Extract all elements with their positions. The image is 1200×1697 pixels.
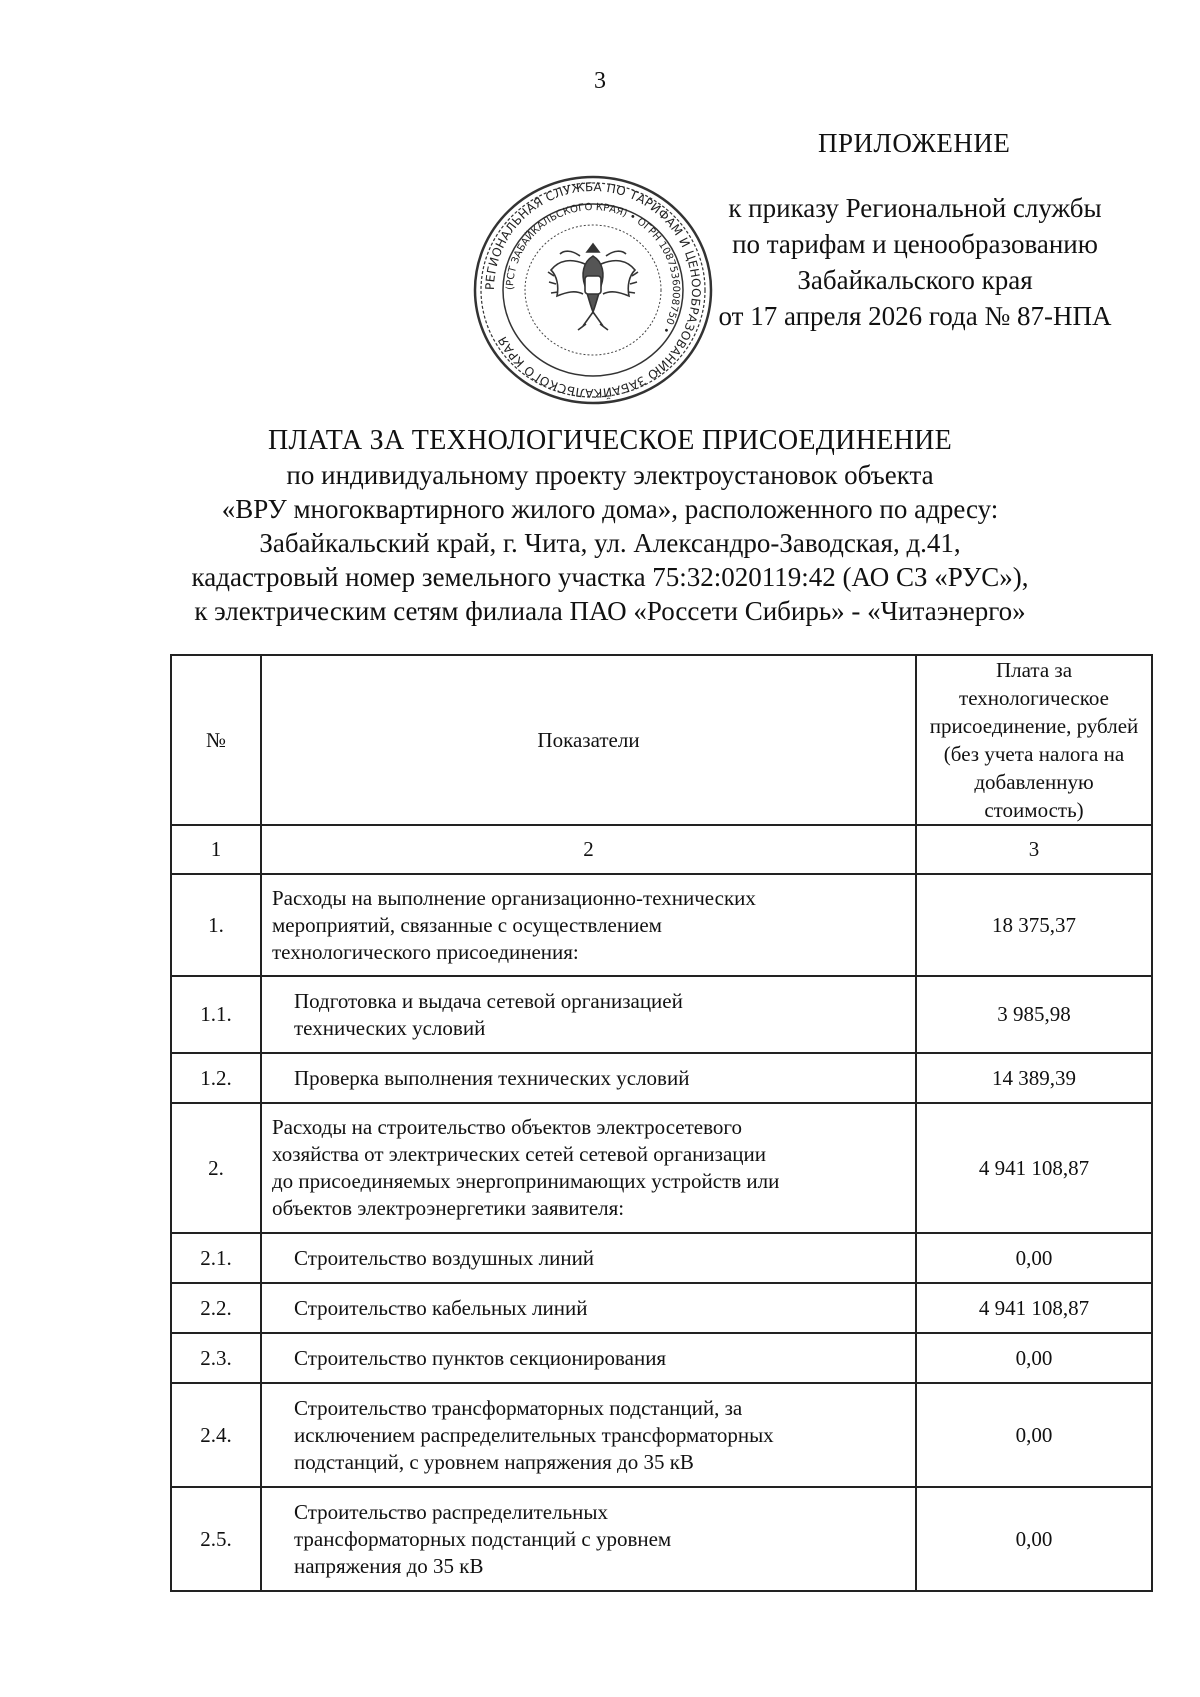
header-indicators: Показатели <box>261 655 916 825</box>
description-line: Строительство воздушных линий <box>294 1245 595 1270</box>
row-description <box>261 1333 916 1383</box>
row-description <box>261 1487 916 1591</box>
description-line: трансформаторных подстанций с уровнем <box>294 1526 672 1551</box>
description-line: Строительство распределительных <box>294 1499 609 1524</box>
header-fee-line: добавленную стоимость) <box>974 770 1094 822</box>
description-line: подстанций, с уровнем напряжения до 35 кВ <box>294 1449 694 1474</box>
table-row <box>171 874 1152 976</box>
document-title: ПЛАТА ЗА ТЕХНОЛОГИЧЕСКОЕ ПРИСОЕДИНЕНИЕ <box>267 425 953 456</box>
row-value: 0,00 <box>916 1487 1152 1591</box>
row-value: 3 985,98 <box>916 976 1152 1053</box>
official-stamp <box>468 172 718 408</box>
table-row <box>171 976 1152 1053</box>
table-row <box>171 1053 1152 1103</box>
row-number: 2.3. <box>171 1333 261 1383</box>
table-header-row <box>171 655 1152 825</box>
row-description <box>261 1103 916 1233</box>
heading-line: «ВРУ многоквартирного жилого дома», расположенного по адресу: <box>221 494 999 524</box>
document-heading <box>150 424 1070 628</box>
tariff-table <box>170 654 1153 1592</box>
column-number: 3 <box>916 825 1152 874</box>
row-number: 1. <box>171 874 261 976</box>
order-line: по тарифам и ценообразованию <box>732 229 1098 259</box>
column-number: 1 <box>171 825 261 874</box>
order-line: Забайкальского края <box>797 265 1033 295</box>
coat-of-arms-icon <box>548 244 638 330</box>
description-line: технических условий <box>294 1015 486 1040</box>
row-value: 4 941 108,87 <box>916 1103 1152 1233</box>
header-fee-line: присоединение, рублей <box>929 714 1139 738</box>
description-line: напряжения до 35 кВ <box>294 1553 484 1578</box>
row-description <box>261 976 916 1053</box>
row-number: 2.4. <box>171 1383 261 1487</box>
column-number: 2 <box>261 825 916 874</box>
description-line: исключением распределительных трансформаторных <box>294 1422 774 1447</box>
description-line: Проверка выполнения технических условий <box>294 1065 690 1090</box>
heading-line: кадастровый номер земельного участка 75:32:020119:42 (АО СЗ «РУС»), <box>191 562 1029 592</box>
table-row <box>171 1487 1152 1591</box>
row-description <box>261 1053 916 1103</box>
order-reference <box>680 190 1150 334</box>
order-line: к приказу Региональной службы <box>728 193 1102 223</box>
row-number: 2.5. <box>171 1487 261 1591</box>
row-value: 4 941 108,87 <box>916 1283 1152 1333</box>
description-line: Строительство трансформаторных подстанций, за <box>294 1395 743 1420</box>
stamp-outer-text: РЕГИОНАЛЬНАЯ СЛУЖБА ПО ТАРИФАМ И ЦЕНООБРАЗОВАНИЮ ЗАБАЙКАЛЬСКОГО КРАЯ <box>482 179 704 401</box>
row-number: 2.2. <box>171 1283 261 1333</box>
row-description <box>261 1233 916 1283</box>
header-number: № <box>171 655 261 825</box>
description-line: Строительство кабельных линий <box>294 1295 588 1320</box>
table-row <box>171 1283 1152 1333</box>
header-fee-line: Плата за технологическое <box>959 658 1109 710</box>
table-row <box>171 1383 1152 1487</box>
page-number: 3 <box>594 68 606 94</box>
column-number-row <box>171 825 1152 874</box>
description-line: Строительство пунктов секционирования <box>294 1345 667 1370</box>
row-description <box>261 1283 916 1333</box>
row-value: 0,00 <box>916 1233 1152 1283</box>
table-row <box>171 1103 1152 1233</box>
description-line: технологического присоединения: <box>272 939 579 964</box>
table-row <box>171 1233 1152 1283</box>
row-number: 1.2. <box>171 1053 261 1103</box>
row-description <box>261 874 916 976</box>
heading-line: к электрическим сетям филиала ПАО «Россети Сибирь» - «Читаэнерго» <box>194 596 1026 626</box>
description-line: хозяйства от электрических сетей сетевой организации <box>272 1142 766 1166</box>
description-line: мероприятий, связанные с осуществлением <box>272 912 662 937</box>
appendix-title: ПРИЛОЖЕНИЕ <box>818 128 1011 158</box>
header-fee-line: (без учета налога на <box>943 742 1125 766</box>
description-line: Расходы на строительство объектов электросетевого <box>272 1115 742 1139</box>
order-line: от 17 апреля 2026 года № 87-НПА <box>718 301 1112 331</box>
row-value: 14 389,39 <box>916 1053 1152 1103</box>
description-line: Подготовка и выдача сетевой организацией <box>294 988 683 1013</box>
heading-line: Забайкальский край, г. Чита, ул. Александро-Заводская, д.41, <box>259 528 961 558</box>
row-value: 18 375,37 <box>916 874 1152 976</box>
heading-line: по индивидуальному проекту электроустановок объекта <box>286 460 934 490</box>
header-fee <box>916 655 1152 825</box>
table-row <box>171 1333 1152 1383</box>
row-description <box>261 1383 916 1487</box>
row-number: 2.1. <box>171 1233 261 1283</box>
row-number: 2. <box>171 1103 261 1233</box>
row-value: 0,00 <box>916 1383 1152 1487</box>
description-line: объектов электроэнергетики заявителя: <box>272 1196 625 1220</box>
description-line: до присоединяемых энергопринимающих устройств или <box>272 1169 780 1193</box>
stamp-inner-text: (РСТ ЗАБАЙКАЛЬСКОГО КРАЯ) • ОГРН 1087536008750 • <box>504 201 682 335</box>
row-value: 0,00 <box>916 1333 1152 1383</box>
row-number: 1.1. <box>171 976 261 1053</box>
description-line: Расходы на выполнение организационно-технических <box>272 885 756 910</box>
